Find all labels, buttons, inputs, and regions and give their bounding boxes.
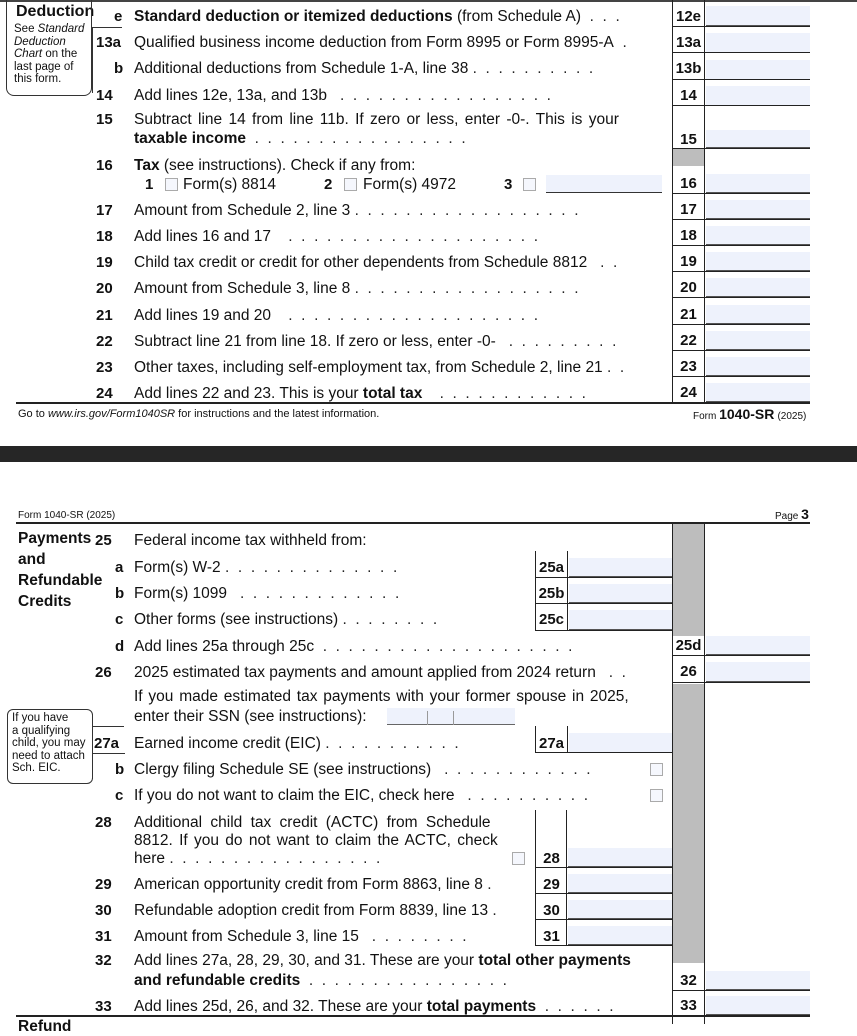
line-20-text: Amount from Schedule 3, line 8 . . . . . . . . . . . . . . . . . . bbox=[134, 280, 579, 297]
line-box-27a: 27a bbox=[538, 735, 565, 752]
line-22-text: Subtract line 21 from line 18. If zero or less, enter -0- . . . . . . . . . bbox=[134, 333, 617, 350]
line-number: 31 bbox=[95, 928, 112, 945]
page-3-header-form: Form 1040-SR (2025) bbox=[18, 510, 116, 521]
line-number: b bbox=[114, 60, 124, 77]
line-30-text: Refundable adoption credit from Form 8839, line 13 . bbox=[134, 902, 497, 919]
line-22-input[interactable] bbox=[706, 331, 810, 350]
line-box-30: 30 bbox=[543, 902, 560, 919]
line-20-input[interactable] bbox=[706, 278, 810, 297]
deduction-side-note: See Standard Deduction Chart on the last page of this form. bbox=[14, 23, 85, 85]
line-box-26: 26 bbox=[680, 663, 697, 680]
line-18-input[interactable] bbox=[706, 226, 810, 245]
line-12e-input[interactable] bbox=[706, 6, 810, 26]
line-29-input[interactable] bbox=[568, 874, 672, 893]
line-15-input[interactable] bbox=[706, 130, 810, 148]
line-21-input[interactable] bbox=[706, 305, 810, 324]
line-12e-text: Standard deduction or itemized deductions (from Schedule A) . . . bbox=[134, 8, 620, 25]
line-17-input[interactable] bbox=[706, 200, 810, 219]
line-box-23: 23 bbox=[680, 358, 697, 375]
line-25-text: Federal income tax withheld from: bbox=[134, 532, 367, 549]
line-13b-input[interactable] bbox=[706, 60, 810, 80]
line-number: a bbox=[115, 559, 124, 576]
line-16-text: Tax (see instructions). Check if any from: bbox=[134, 157, 416, 174]
line-25b-input[interactable] bbox=[569, 584, 672, 603]
line-15-text: Subtract line 14 from line 11b. If zero or less, enter -0-. This is your bbox=[134, 111, 619, 128]
line-14-text: Add lines 12e, 13a, and 13b . . . . . . . . . . . . . . . . . bbox=[134, 87, 551, 104]
option-number: 2 bbox=[324, 176, 333, 193]
line-31-input[interactable] bbox=[568, 926, 672, 945]
form-8814-label: Form(s) 8814 bbox=[183, 176, 277, 193]
line-27c-text: If you do not want to claim the EIC, check here . . . . . . . . . . bbox=[134, 787, 588, 804]
line-33-input[interactable] bbox=[706, 996, 810, 1015]
line-box-25c: 25c bbox=[538, 611, 565, 628]
line-number: 23 bbox=[96, 359, 113, 376]
line-17-text: Amount from Schedule 2, line 3 . . . . . . . . . . . . . . . . . . bbox=[134, 202, 579, 219]
line-number: b bbox=[115, 585, 125, 602]
line-box-19: 19 bbox=[680, 253, 697, 270]
line-number: 32 bbox=[95, 952, 112, 969]
line-28-text-3: here . . . . . . . . . . . . . . . . . bbox=[134, 850, 381, 867]
option-number: 1 bbox=[145, 176, 154, 193]
line-number: 20 bbox=[96, 280, 113, 297]
line-box-25b: 25b bbox=[538, 585, 565, 602]
line-box-29: 29 bbox=[543, 876, 560, 893]
line-number: 19 bbox=[96, 254, 113, 271]
refund-section-title: Refund bbox=[18, 1018, 72, 1035]
irs-link[interactable]: www.irs.gov/Form1040SR bbox=[47, 408, 176, 420]
line-box-25d: 25d bbox=[675, 637, 702, 654]
form-4972-label: Form(s) 4972 bbox=[363, 176, 457, 193]
line-number: 21 bbox=[96, 307, 113, 324]
line-number: b bbox=[115, 761, 125, 778]
line-number: 17 bbox=[96, 202, 113, 219]
line-15-text-2: taxable income . . . . . . . . . . . . . . . . . bbox=[134, 130, 466, 147]
line-box-14: 14 bbox=[680, 87, 697, 104]
line-25a-text: Form(s) W-2 . . . . . . . . . . . . . . bbox=[134, 559, 398, 576]
line-number: 14 bbox=[96, 87, 113, 104]
line-28-input[interactable] bbox=[568, 848, 672, 867]
form-8814-checkbox[interactable] bbox=[165, 178, 178, 191]
line-number: e bbox=[114, 8, 123, 25]
line-number: 16 bbox=[96, 157, 113, 174]
line-number: 30 bbox=[95, 902, 112, 919]
line-box-28: 28 bbox=[543, 850, 560, 867]
line-number: 26 bbox=[95, 664, 112, 681]
line-25c-input[interactable] bbox=[569, 610, 672, 630]
line-31-text: Amount from Schedule 3, line 15 . . . . . . . . bbox=[134, 928, 467, 945]
line-13b-text: Additional deductions from Schedule 1-A, line 38 . . . . . . . . . . bbox=[134, 60, 594, 77]
line-box-21: 21 bbox=[680, 306, 697, 323]
line-26-input[interactable] bbox=[706, 662, 810, 682]
line-29-text: American opportunity credit from Form 8863, line 8 . bbox=[134, 876, 492, 893]
line-number: 33 bbox=[95, 998, 112, 1015]
line-number: 24 bbox=[96, 385, 113, 402]
line-box-32: 32 bbox=[680, 972, 697, 989]
line-box-17: 17 bbox=[680, 201, 697, 218]
line-23-text: Other taxes, including self-employment tax, from Schedule 2, line 21 . . bbox=[134, 359, 625, 376]
line-18-text: Add lines 16 and 17 . . . . . . . . . . . . . . . . . . . . bbox=[134, 228, 539, 245]
other-form-input[interactable] bbox=[546, 175, 662, 193]
line-25b-text: Form(s) 1099 . . . . . . . . . . . . . bbox=[134, 585, 400, 602]
line-32-text: Add lines 27a, 28, 29, 30, and 31. These are your total other payments bbox=[134, 952, 631, 969]
line-19-input[interactable] bbox=[706, 252, 810, 271]
line-25a-input[interactable] bbox=[569, 558, 672, 577]
line-box-25a: 25a bbox=[538, 559, 565, 576]
page-3-page-number: Page 3 bbox=[775, 506, 809, 522]
line-number: 22 bbox=[96, 333, 113, 350]
line-box-13a: 13a bbox=[675, 34, 702, 51]
line-13a-input[interactable] bbox=[706, 33, 810, 53]
line-14-input[interactable] bbox=[706, 86, 810, 106]
line-25d-input[interactable] bbox=[706, 636, 810, 655]
line-27a-input[interactable] bbox=[569, 733, 672, 753]
line-box-16: 16 bbox=[680, 175, 697, 192]
line-19-text: Child tax credit or credit for other dependents from Schedule 8812 . . bbox=[134, 254, 618, 271]
line-28-text-2: 8812. If you do not want to claim the ACTC, check bbox=[134, 832, 498, 849]
eic-side-note: If you have a qualifying child, you may need to attach Sch. EIC. bbox=[12, 712, 86, 774]
no-actc-checkbox[interactable] bbox=[512, 852, 525, 865]
form-4972-checkbox[interactable] bbox=[344, 178, 357, 191]
other-form-checkbox[interactable] bbox=[523, 178, 536, 191]
line-27a-text: Earned income credit (EIC) . . . . . . . . . . . bbox=[134, 735, 459, 752]
line-number: d bbox=[115, 638, 125, 655]
line-25c-text: Other forms (see instructions) . . . . . . . . bbox=[134, 611, 438, 628]
former-spouse-ssn-text: If you made estimated tax payments with your former spouse in 2025, bbox=[134, 688, 629, 705]
line-23-input[interactable] bbox=[706, 357, 810, 376]
line-32-input[interactable] bbox=[706, 971, 810, 990]
line-24-text: Add lines 22 and 23. This is your total tax . . . . . . . . . . . . bbox=[134, 385, 586, 402]
line-26-text: 2025 estimated tax payments and amount applied from 2024 return . . bbox=[134, 664, 626, 681]
line-28-text: Additional child tax credit (ACTC) from Schedule bbox=[134, 814, 491, 831]
former-spouse-ssn-input[interactable] bbox=[387, 708, 515, 725]
line-13a-text: Qualified business income deduction from Form 8995 or Form 8995-A . bbox=[134, 34, 627, 51]
line-box-24: 24 bbox=[680, 384, 697, 401]
line-24-input[interactable] bbox=[706, 383, 810, 402]
line-21-text: Add lines 19 and 20 . . . . . . . . . . . . . . . . . . . . bbox=[134, 307, 539, 324]
line-box-12e: 12e bbox=[675, 8, 702, 25]
page-2-footer-form-id: Form 1040-SR (2025) bbox=[693, 406, 807, 422]
page-2-footer-instructions: Go to www.irs.gov/Form1040SR for instructions and the latest information. bbox=[18, 408, 380, 420]
former-spouse-ssn-text-2: enter their SSN (see instructions): bbox=[134, 708, 367, 725]
line-number: c bbox=[115, 787, 124, 804]
no-eic-checkbox[interactable] bbox=[650, 789, 663, 802]
line-number: 13a bbox=[96, 34, 122, 51]
line-25d-text: Add lines 25a through 25c . . . . . . . . . . . . . . . . . . . . bbox=[134, 638, 573, 655]
option-number: 3 bbox=[504, 176, 513, 193]
line-number: 25 bbox=[95, 532, 112, 549]
line-30-input[interactable] bbox=[568, 900, 672, 919]
line-number: 15 bbox=[96, 111, 113, 128]
line-box-22: 22 bbox=[680, 332, 697, 349]
line-number: 27a bbox=[94, 735, 120, 752]
line-box-33: 33 bbox=[680, 997, 697, 1014]
payments-section-title: Payments and Refundable Credits bbox=[18, 530, 103, 610]
page-separator bbox=[0, 446, 857, 462]
line-32-text-2: and refundable credits . . . . . . . . . . . . . . . . bbox=[134, 972, 507, 989]
line-27b-text: Clergy filing Schedule SE (see instructions) . . . . . . . . . . . . bbox=[134, 761, 591, 778]
line-number: c bbox=[115, 611, 124, 628]
line-number: 29 bbox=[95, 876, 112, 893]
line-box-20: 20 bbox=[680, 279, 697, 296]
line-number: 18 bbox=[96, 228, 113, 245]
line-33-text: Add lines 25d, 26, and 32. These are your total payments . . . . . . bbox=[134, 998, 614, 1015]
line-box-13b: 13b bbox=[675, 60, 702, 77]
deduction-section-title: Deduction bbox=[16, 3, 95, 20]
deduction-note-box bbox=[6, 0, 95, 96]
line-box-15: 15 bbox=[680, 131, 697, 148]
line-box-18: 18 bbox=[680, 227, 697, 244]
line-number: 28 bbox=[95, 814, 112, 831]
line-16-input[interactable] bbox=[706, 174, 810, 193]
line-box-31: 31 bbox=[543, 928, 560, 945]
clergy-schedule-se-checkbox[interactable] bbox=[650, 763, 663, 776]
